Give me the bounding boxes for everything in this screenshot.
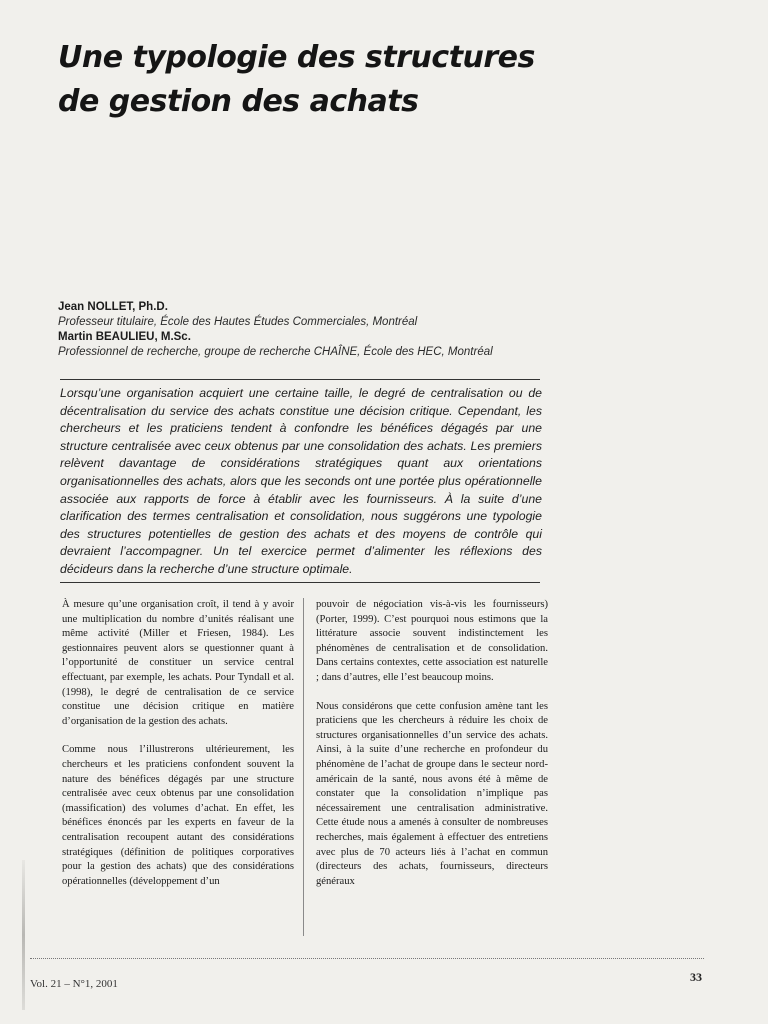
body-column-right [316,598,548,903]
body-paragraph: À mesure qu’une organisation croît, il tend à y avoir une multiplication du nombre d’unités réalisant une même activité (Miller et Friesen, 1984). Les gestionnaires peuvent alors se questionner quant à l’opportunité de constituer un service central effectuant, par exemple, les achats. Pour Tyndall et al. (1998), le degré de centralisation de ce service constitue une décision critique en matière d’organisation de la gestion des achats. [62,599,294,727]
page-number: 33 [690,970,702,984]
abstract-top-rule [60,379,540,380]
column-divider [303,598,304,936]
body-paragraph: Comme nous l’illustrerons ultérieurement, les chercheurs et les praticiens confondent souvent la nature des bénéfices dégagés par une structure centralisée avec ceux obtenus par une consolidation (massification) des volumes d’achat. En effet, les bénéfices énoncés par les experts en faveur de la centralisation recoupent autant des considérations stratégiques (définition de politiques corporatives pour la gestion des achats) que des considérations opérationnelles (développement d’un [62,744,294,887]
footer-rule [30,958,704,959]
author-affiliation: Professeur titulaire, École des Hautes Études Commerciales, Montréal [58,316,418,328]
body-paragraph: Nous considérons que cette confusion amène tant les praticiens que les chercheurs à réduire les choix de structures organisationnelles d’un service des achats. Ainsi, à la suite d’une recherche en profondeur du phénomène de l’achat de groupe dans le secteur nord-américain de la santé, nous avons été à même de constater que la consolidation n’implique pas nécessairement une centralisation administrative. Cette étude nous a amenés à consulter de nombreuses recherches, mais également à effectuer des entretiens avec plus de 70 acteurs liés à l’achat en commun (directeurs des achats, fournisseurs, directeurs généraux [316,700,548,887]
title-line-2: de gestion des achats [58,84,419,119]
body-column-left [62,598,294,903]
abstract-bottom-rule [60,582,540,583]
page-edge-shadow [22,860,25,1010]
body-paragraph: pouvoir de négociation vis-à-vis les fournisseurs) (Porter, 1999). C’est pourquoi nous estimons que la littérature associe souvent indistinctement les phénomènes de centralisation et de consolidation. Dans certains contextes, cette association est naturelle ; dans d’autres, elle l’est beaucoup moins. [316,599,548,683]
title-line-1: Une typologie des structures [58,40,535,75]
author-name: Jean NOLLET, Ph.D. [58,301,168,313]
author-block [58,300,578,360]
abstract: Lorsqu’une organisation acquiert une certaine taille, le degré de centralisation ou de décentralisation du service des achats constitue une décision critique. Cependant, les chercheurs et les praticiens tendent à confondre les bénéfices dégagés par une structure centralisée avec ceux obtenus par une consolidation des achats. Les premiers relèvent davantage de considérations stratégiques quant aux orientations organisationnelles des achats, alors que les seconds ont une portée plus opérationnelle associée aux rapports de force à établir avec les fournisseurs. À la suite d’une clarification des termes centralisation et consolidation, nous suggérons une typologie des structures potentielles de gestion des achats et des moyens de contrôle qui devraient l’accompagner. Un tel exercice permet d’alimenter les réflexions des décideurs dans la recherche d’une structure optimale. [60,386,542,576]
article-title [58,36,618,124]
issue-info: Vol. 21 – N°1, 2001 [30,978,118,990]
author-affiliation: Professionnel de recherche, groupe de recherche CHAÎNE, École des HEC, Montréal [58,346,493,358]
author-name: Martin BEAULIEU, M.Sc. [58,331,191,343]
